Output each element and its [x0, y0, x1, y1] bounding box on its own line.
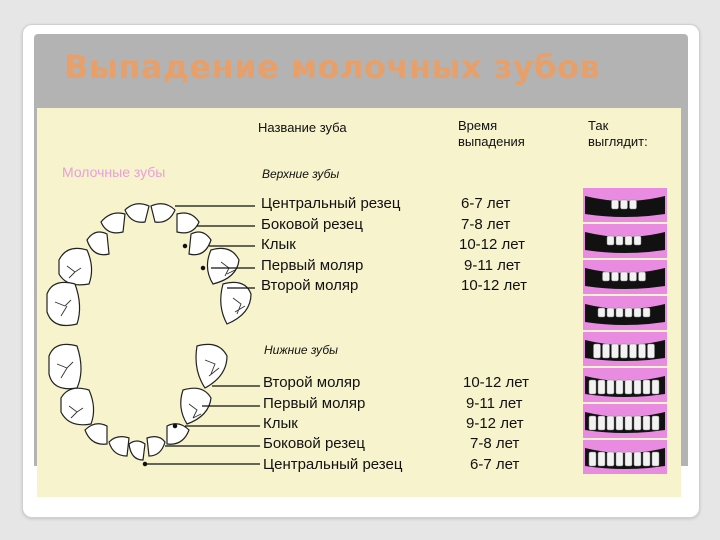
lower-row-name: Центральный резец [263, 456, 403, 473]
lower-teeth-label: Нижние зубы [264, 343, 338, 357]
lower-row-time: 9-12 лет [466, 415, 524, 432]
lower-lateral-incisor-icon [109, 437, 129, 456]
upper-central-incisor-icon [151, 204, 175, 223]
upper-canine-icon [87, 232, 109, 255]
slide-title: Выпадение молочных зубов [64, 48, 601, 86]
lower-row-time: 7-8 лет [470, 435, 520, 452]
upper-lateral-incisor-icon [177, 213, 199, 233]
lower-row-name: Второй моляр [263, 374, 361, 391]
lower-row-name: Первый моляр [263, 395, 366, 412]
upper-canine-icon [189, 232, 211, 255]
lower-first-molar-icon [61, 388, 94, 425]
upper-row-time: 7-8 лет [461, 216, 511, 233]
upper-central-incisor-icon [125, 204, 149, 223]
upper-row-name: Первый моляр [261, 257, 364, 274]
upper-row-time: 9-11 лет [464, 257, 521, 274]
upper-teeth-label: Верхние зубы [262, 167, 340, 181]
upper-second-molar-icon [47, 282, 80, 325]
lower-row-time: 10-12 лет [463, 374, 529, 391]
lower-second-molar-icon [49, 344, 81, 388]
header-fall-time: Время выпадения [458, 118, 525, 149]
mouth-thumbnail-icon [583, 368, 667, 402]
milk-teeth-label: Молочные зубы [62, 164, 166, 180]
upper-row-name: Боковой резец [261, 216, 363, 233]
upper-row-time: 10-12 лет [461, 277, 527, 294]
upper-first-molar-icon [207, 248, 239, 284]
mouth-thumbnail-icon [583, 404, 667, 438]
lower-row-time: 6-7 лет [470, 456, 520, 473]
lower-row-name: Клык [263, 415, 298, 432]
upper-row-name: Клык [261, 236, 296, 253]
upper-row-time: 10-12 лет [459, 236, 525, 253]
upper-row-name: Второй моляр [261, 277, 359, 294]
lower-second-molar-icon [196, 344, 227, 388]
upper-row-name: Центральный резец [261, 195, 401, 212]
mouth-thumbnail-icon [583, 296, 667, 330]
upper-lateral-incisor-icon [101, 213, 125, 233]
tooth-arch-diagram-icon [37, 108, 267, 493]
upper-first-molar-icon [59, 248, 92, 285]
mouth-thumbnail-icon [583, 188, 667, 222]
mouth-thumbnail-icon [583, 260, 667, 294]
header-looks-like: Так выглядит: [588, 118, 648, 149]
lower-central-incisor-icon [129, 441, 145, 460]
mouth-thumbnail-icon [583, 224, 667, 258]
mouth-thumbnail-icon [583, 332, 667, 366]
lower-lateral-incisor-icon [147, 437, 165, 456]
lower-row-name: Боковой резец [263, 435, 365, 452]
lower-canine-icon [167, 424, 189, 444]
mouth-thumbnail-icon [583, 440, 667, 474]
header-tooth-name: Название зуба [258, 120, 347, 135]
lower-canine-icon [85, 424, 107, 444]
upper-row-time: 6-7 лет [461, 195, 511, 212]
lower-row-time: 9-11 лет [466, 395, 523, 412]
